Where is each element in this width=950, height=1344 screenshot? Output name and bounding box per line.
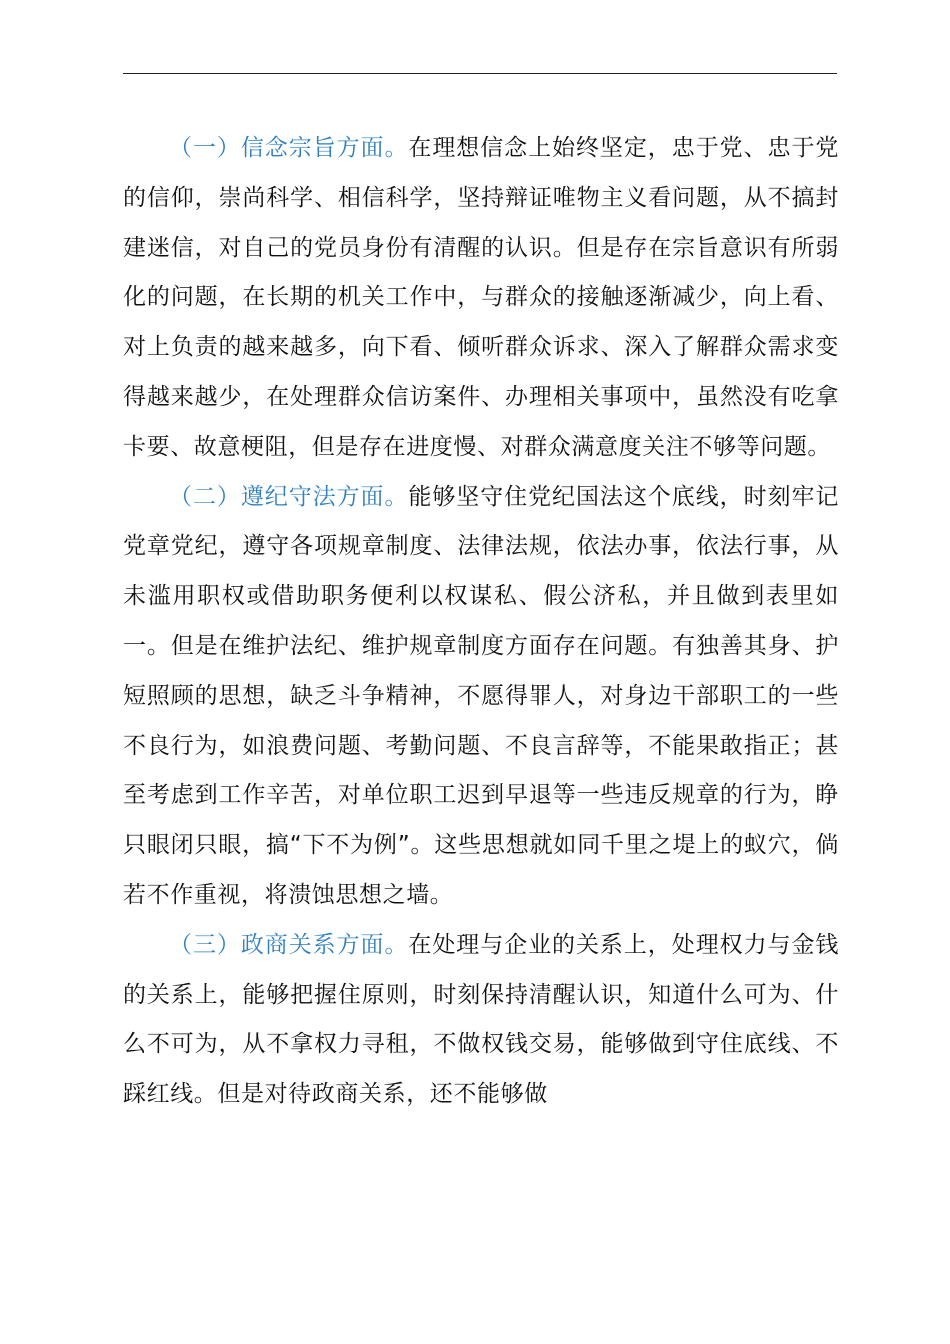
section-text-law: 能够坚守住党纪国法这个底线，时刻牢记党章党纪，遵守各项规章制度、法律法规，依法办事，依法行事，从未滥用职权或借助职务便利以权谋私、假公济私，并且做到表里如一。但是在维护法纪、维护规章制度方面存在问题。有独善其身、护短照顾的思想，缺乏斗争精神，不愿得罪人，对身边干部职工的一些不良行为，如浪费问题、考勤问题、不良言辞等，不能果敢指正；甚至考虑到工作辛苦，对单位职工迟到早退等一些违反规章的行为，睁只眼闭只眼，搞“下不为例”。这些思想就如同千里之堤上的蚁穴，倘若不作重视，将溃蚀思想之墙。 — [123, 483, 839, 908]
section-heading-belief: （一）信念宗旨方面。 — [169, 135, 409, 161]
paragraph-law — [123, 473, 839, 921]
section-heading-law: （二）遵纪守法方面。 — [169, 483, 409, 510]
document-body — [123, 124, 839, 1120]
header-rule — [123, 73, 837, 74]
section-text-belief: 在理想信念上始终坚定，忠于党、忠于党的信仰，崇尚科学、相信科学，坚持辩证唯物主义看问题，从不搞封建迷信，对自己的党员身份有清醒的认识。但是存在宗旨意识有所弱化的问题，在长期的机关工作中，与群众的接触逐渐减少，向上看、对上负责的越来越多，向下看、倾听群众诉求、深入了解群众需求变得越来越少，在处理群众信访案件、办理相关事项中，虽然没有吃拿卡要、故意梗阻，但是存在进度慢、对群众满意度关注不够等问题。 — [123, 135, 839, 460]
section-text-business: 在处理与企业的关系上，处理权力与金钱的关系上，能够把握住原则，时刻保持清醒认识，知道什么可为、什么不可为，从不拿权力寻租，不做权钱交易，能够做到守住底线、不踩红线。但是对待政商关系，还不能够做 — [123, 931, 839, 1108]
paragraph-business — [123, 921, 839, 1120]
section-heading-business: （三）政商关系方面。 — [169, 931, 409, 958]
paragraph-belief — [123, 124, 839, 473]
